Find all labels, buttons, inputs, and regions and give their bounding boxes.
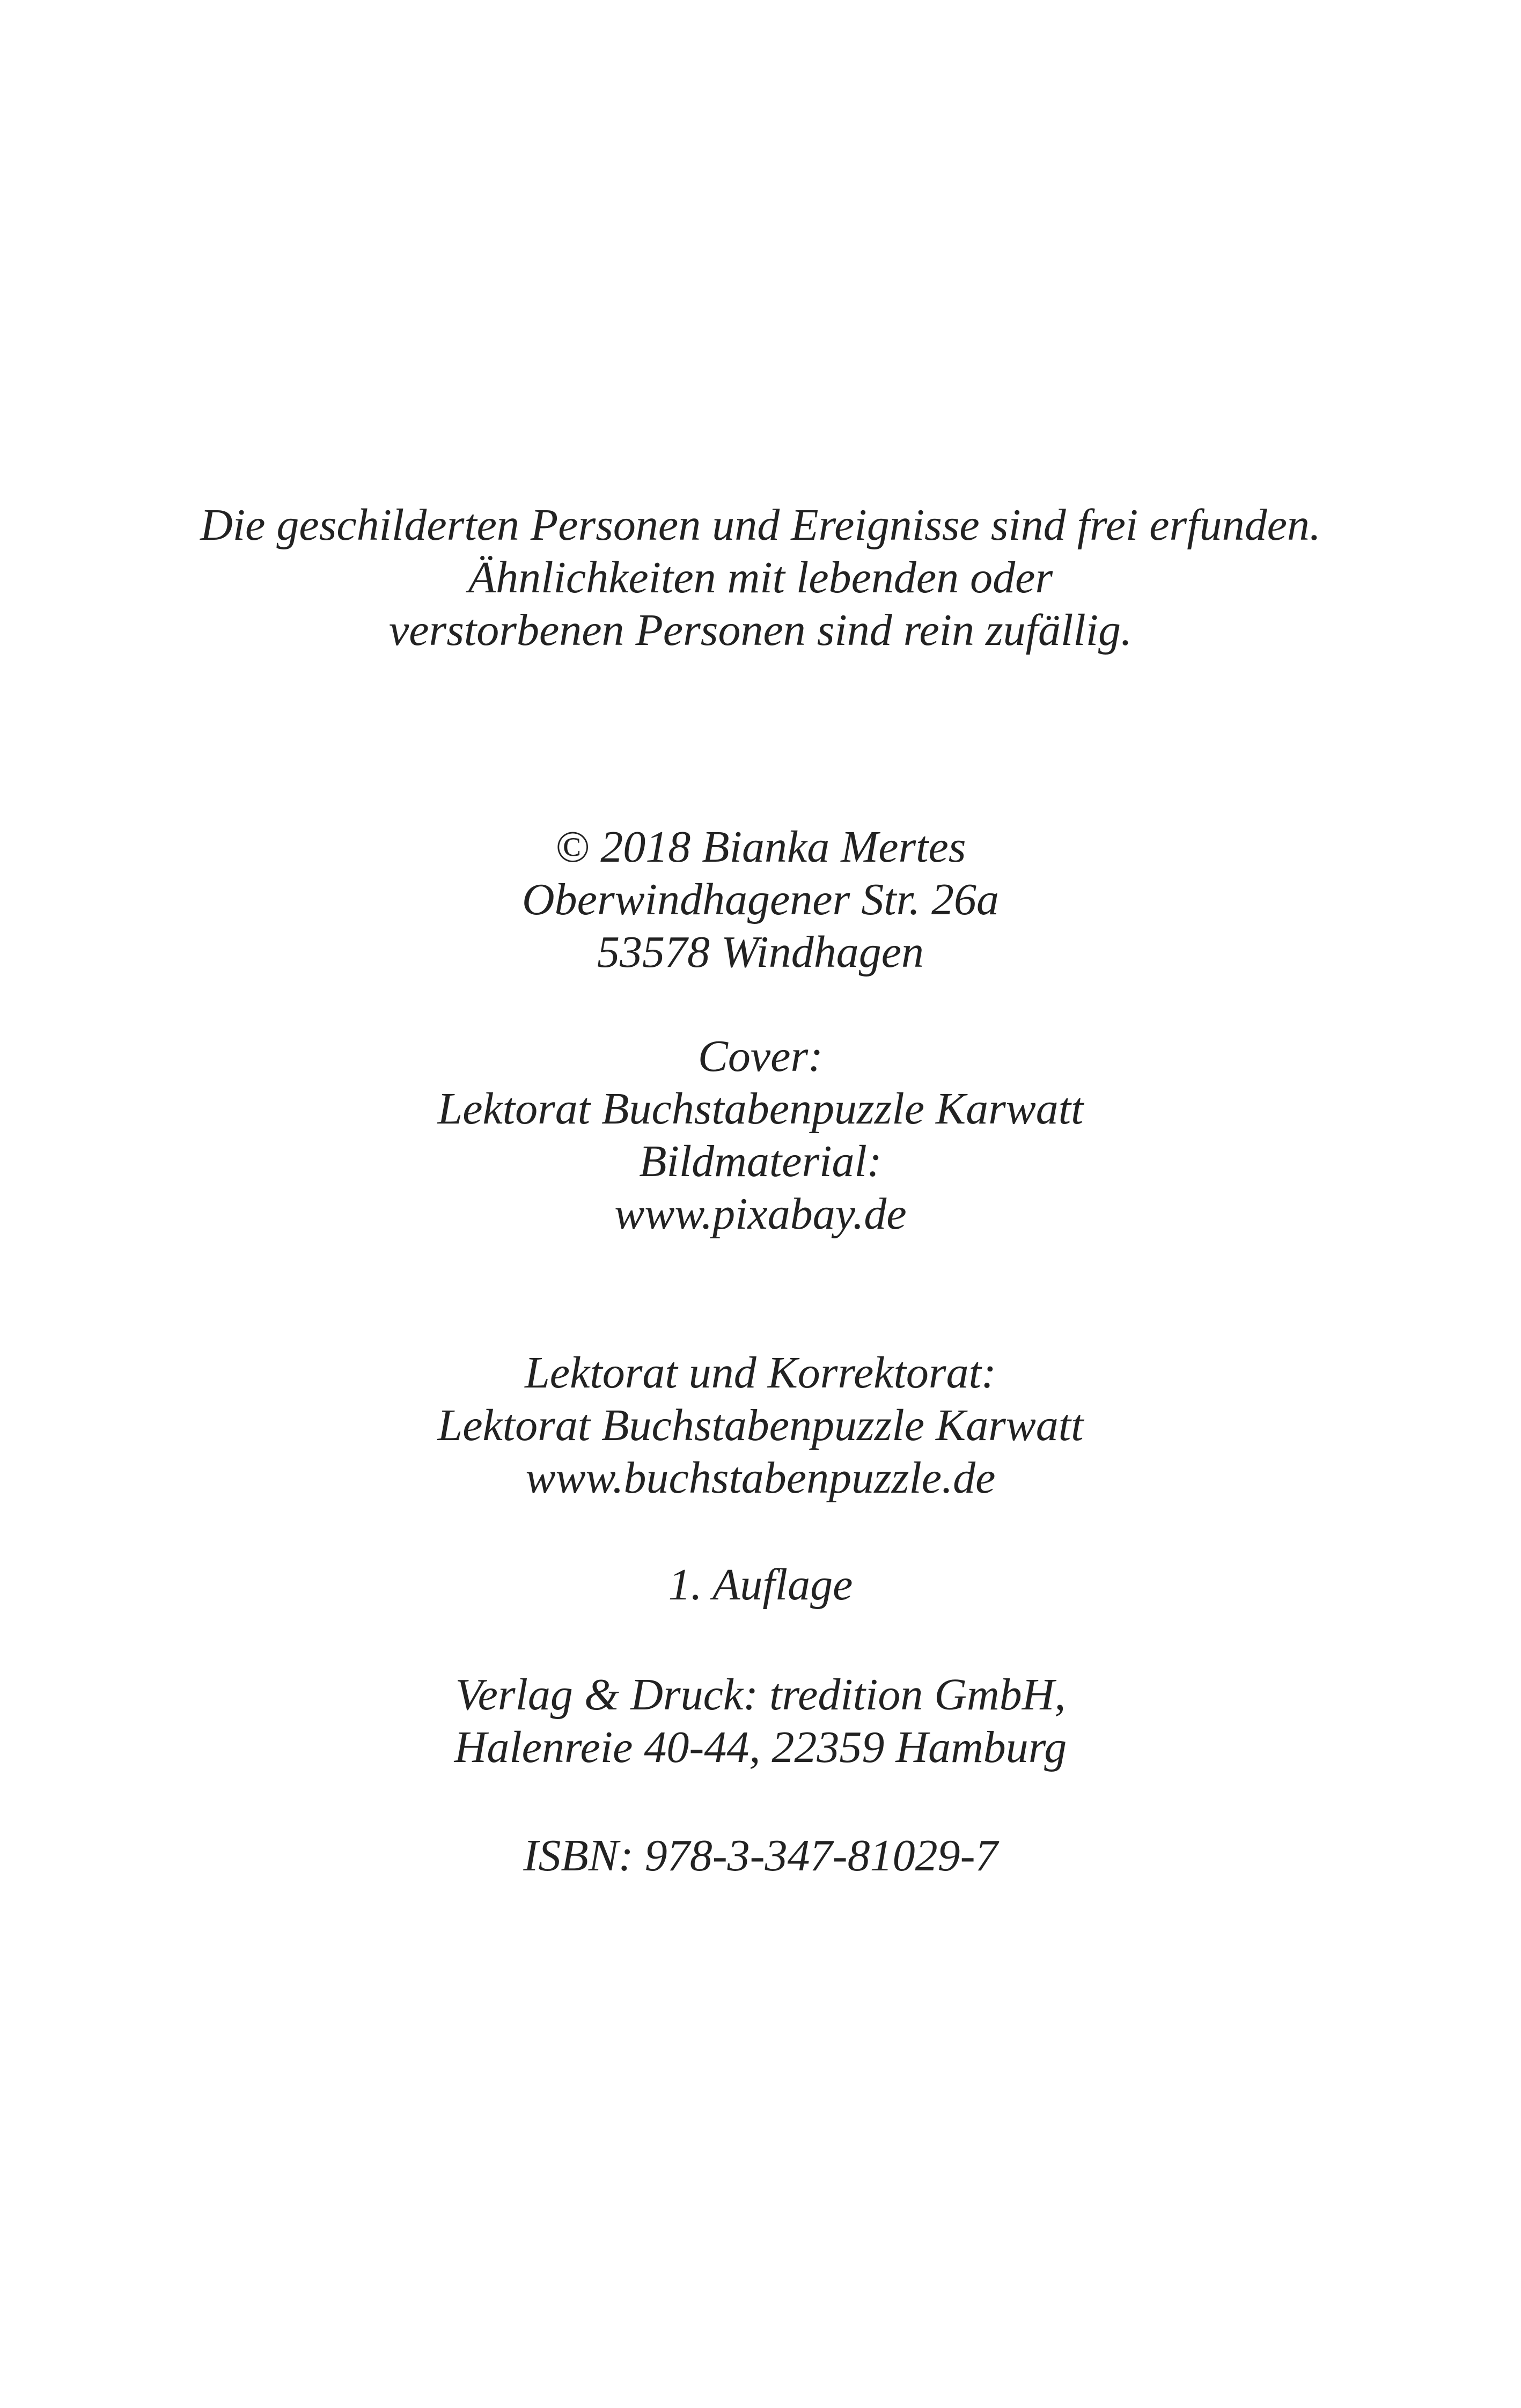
copyright-notice: © 2018 Bianka Mertes	[555, 822, 966, 872]
editing-credits	[0, 1347, 1521, 1504]
editing-label: Lektorat und Korrektorat:	[525, 1348, 996, 1398]
copyright-block	[0, 821, 1521, 979]
isbn-block	[0, 1830, 1521, 1882]
disclaimer-line-1: Die geschilderten Personen und Ereignisse sind frei erfunden.	[200, 500, 1321, 550]
edition-block	[0, 1559, 1521, 1611]
image-source: www.pixabay.de	[614, 1189, 907, 1239]
author-city: 53578 Windhagen	[597, 927, 924, 977]
isbn-number: ISBN: 978-3-347-81029-7	[523, 1831, 998, 1881]
disclaimer	[0, 499, 1521, 657]
cover-credits	[0, 1030, 1521, 1240]
author-street: Oberwindhagener Str. 26a	[522, 875, 999, 924]
editor-website: www.buchstabenpuzzle.de	[525, 1453, 996, 1503]
image-label: Bildmaterial:	[639, 1136, 882, 1186]
publisher-block	[0, 1669, 1521, 1774]
disclaimer-line-3: verstorbenen Personen sind rein zufällig.	[388, 605, 1133, 655]
editor-name: Lektorat Buchstabenpuzzle Karwatt	[437, 1400, 1084, 1450]
disclaimer-line-2: Ähnlichkeiten mit lebenden oder	[468, 553, 1053, 603]
cover-designer: Lektorat Buchstabenpuzzle Karwatt	[437, 1084, 1084, 1134]
edition-label: 1. Auflage	[668, 1560, 853, 1610]
publisher-name: Verlag & Druck: tredition GmbH,	[455, 1670, 1066, 1720]
cover-label: Cover:	[697, 1031, 824, 1081]
publisher-address: Halenreie 40-44, 22359 Hamburg	[454, 1722, 1067, 1772]
